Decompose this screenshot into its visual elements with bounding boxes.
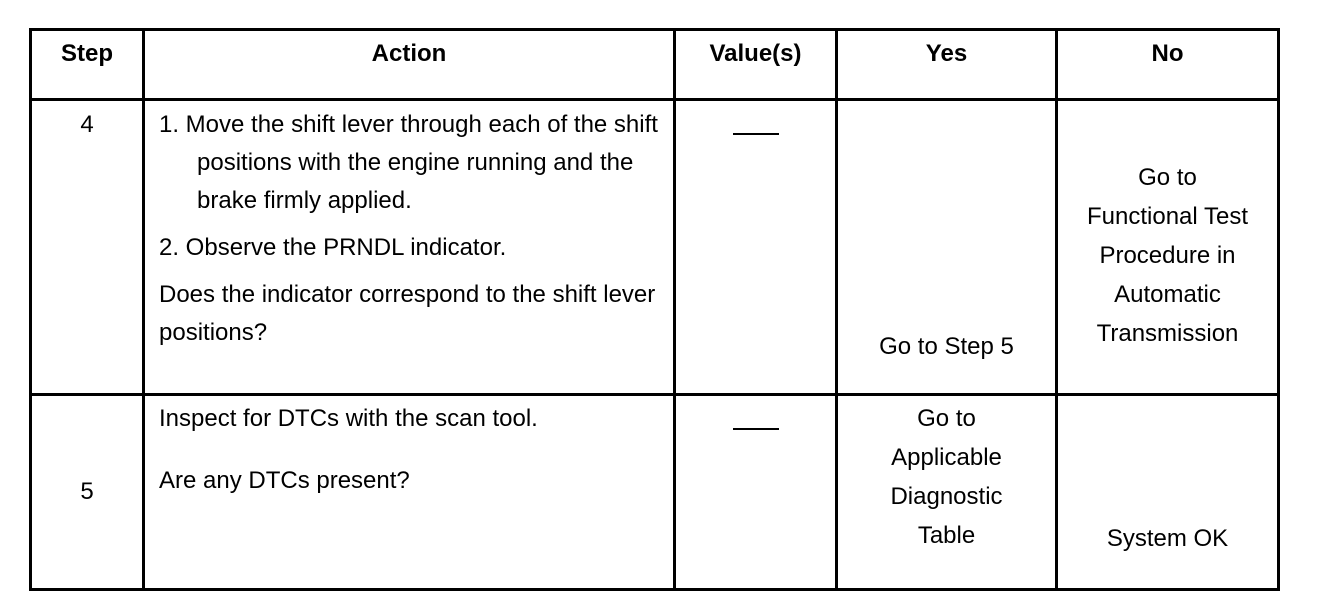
header-no: No: [1057, 30, 1279, 100]
action-cell: [144, 395, 675, 590]
yes-cell: [837, 100, 1057, 395]
action-question: Does the indicator correspond to the shift lever positions?: [159, 281, 656, 346]
yes-result-line: Table: [917, 522, 976, 549]
no-result-line: Functional Test: [1087, 203, 1248, 230]
diagnostic-table: [29, 28, 1280, 591]
no-result-line: Automatic: [1114, 281, 1221, 308]
yes-result-line: Go to: [917, 405, 976, 432]
table-row-step-5: [31, 395, 1279, 590]
header-action: Action: [144, 30, 675, 100]
value-cell: [675, 395, 837, 590]
action-question: Are any DTCs present?: [159, 467, 410, 494]
action-item: 2. Observe the PRNDL indicator.: [159, 234, 507, 261]
yes-result-line: Diagnostic: [890, 483, 1003, 510]
step-number: 4: [31, 100, 144, 395]
no-cell: [1057, 100, 1279, 395]
yes-result: Go to Step 5: [879, 333, 1014, 360]
header-row: [31, 30, 1279, 100]
no-result: System OK: [1106, 525, 1229, 552]
yes-result-line: Applicable: [891, 444, 1002, 471]
table-row-step-4: [31, 100, 1279, 395]
no-cell: [1057, 395, 1279, 590]
no-result-line: Go to: [1138, 164, 1197, 191]
value-blank: [733, 133, 779, 135]
header-step: Step: [31, 30, 144, 100]
no-result-line: Transmission: [1096, 320, 1239, 347]
action-item: 1. Move the shift lever through each of the shift positions with the engine running and the brake firmly applied.: [159, 111, 658, 214]
step-number: 5: [31, 395, 144, 590]
value-cell: [675, 100, 837, 395]
value-blank: [733, 428, 779, 430]
no-result-line: Procedure in: [1099, 242, 1236, 269]
yes-cell: [837, 395, 1057, 590]
header-yes: Yes: [837, 30, 1057, 100]
header-values: Value(s): [675, 30, 837, 100]
action-text: Inspect for DTCs with the scan tool.: [159, 405, 538, 432]
action-cell: [144, 100, 675, 395]
